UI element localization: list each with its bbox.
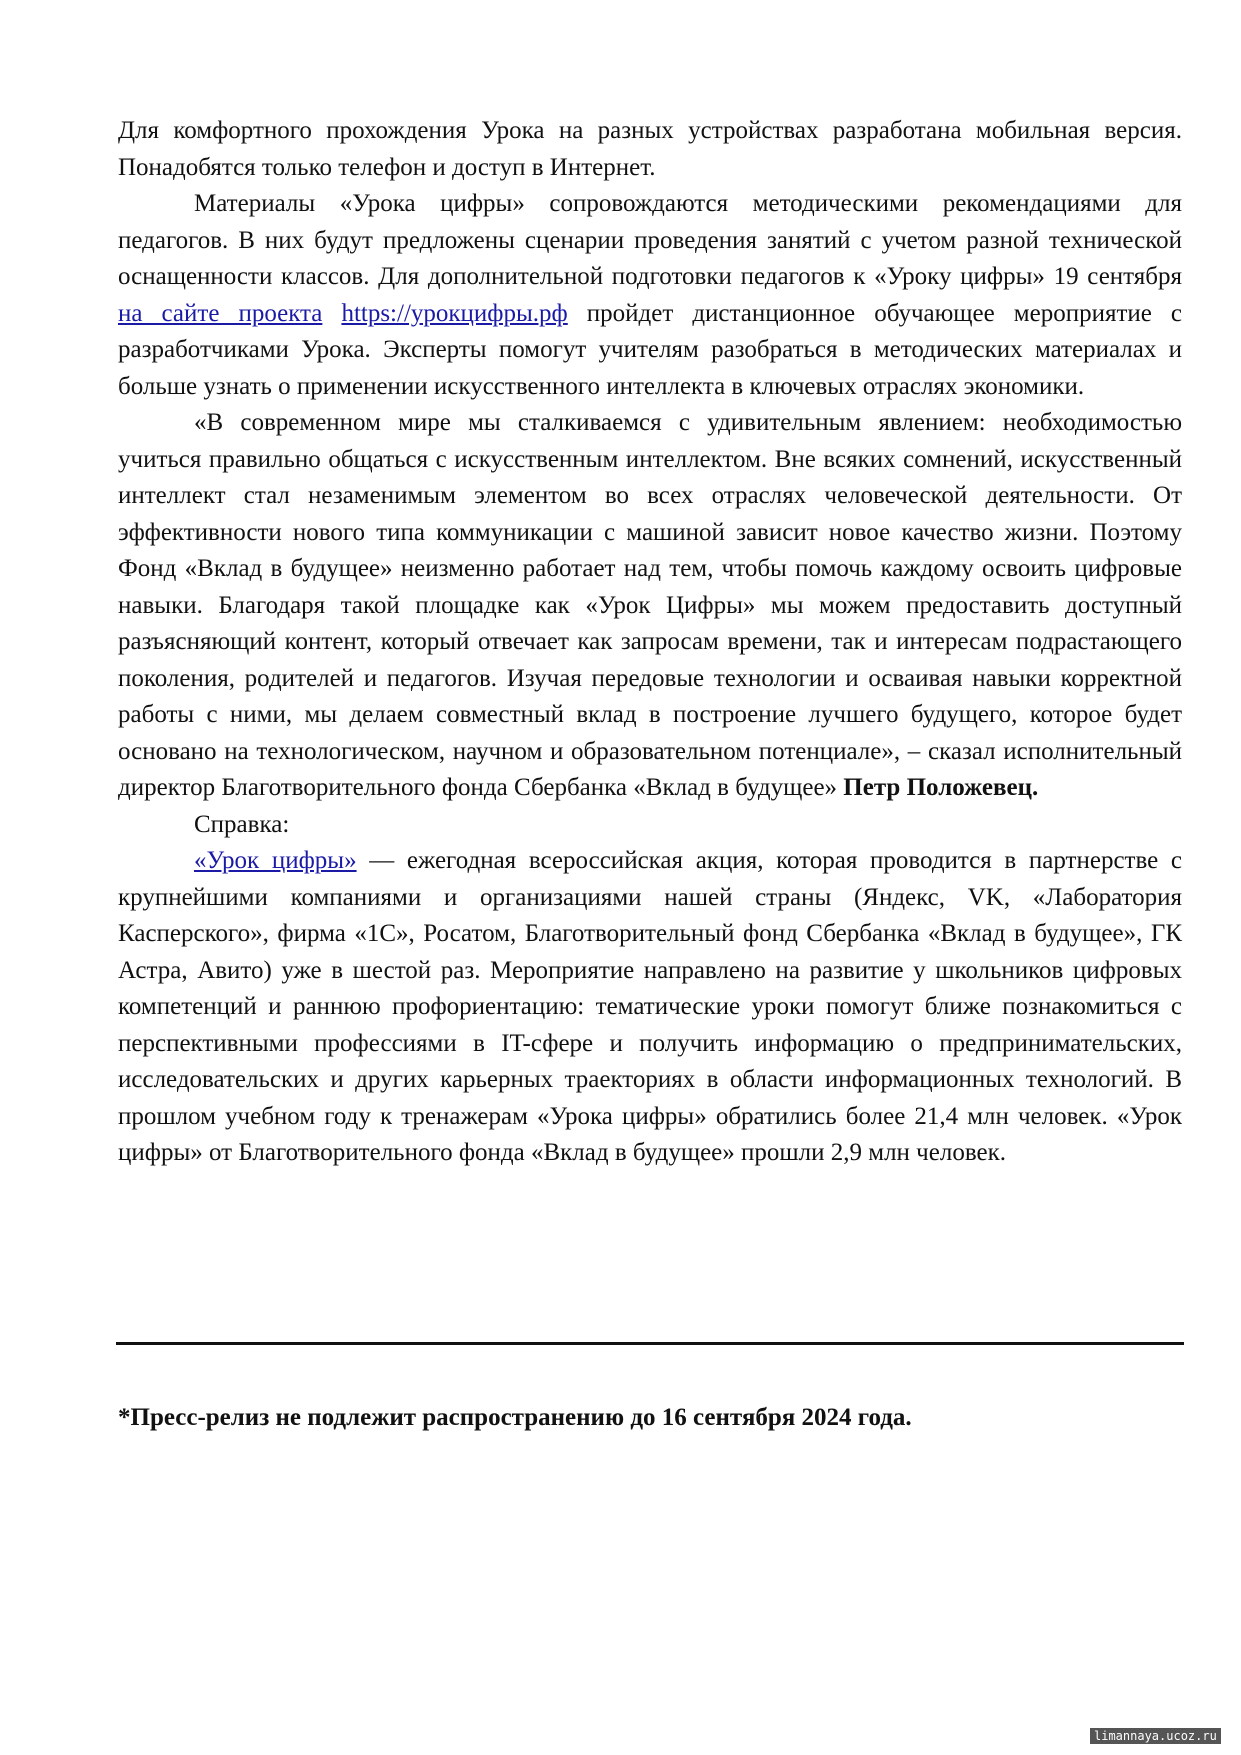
horizontal-divider <box>116 1342 1184 1345</box>
paragraph-reference <box>118 843 1182 1172</box>
paragraph-mobile-version: Для комфортного прохождения Урока на разных устройствах разработана мобильная версия. Понадобятся только телефон и доступ в Интернет. <box>118 117 1182 181</box>
paragraph-reference-label: Справка: <box>194 810 290 838</box>
link-separator <box>322 300 341 327</box>
site-watermark: limannaya.ucoz.ru <box>1090 1728 1221 1744</box>
materials-text-end: пройдет дистанционное обучающее мероприятие с разработчиками Урока. Эксперты помогут учителям разобраться в методических материалах и больше узнать о применении искусственного интеллекта в ключевых отраслях экономики. <box>118 299 1183 400</box>
reference-text: — ежегодная всероссийская акция, которая проводится в партнерстве с крупнейшими компаниями и организациями нашей страны (Яндекс, VK, «Лаборатория Касперского», фирма «1С», Росатом, Благотворительный фонд Сбербанка «Вклад в будущее», ГК Астра, Авито) уже в шестой раз. Мероприятие направлено на развитие у школьников цифровых компетенций и раннюю профориентацию: тематические уроки помогут ближе познакомиться с перспективными профессиями в IT-сфере и получить информацию о предпринимательских, исследовательских и других карьерных траекториях в области информационных технологий. В прошлом учебном году к тренажерам «Урока цифры» обратились более 21,4 млн человек. «Урок цифры» от Благотворительного фонда «Вклад в будущее» прошли 2,9 млн человек. <box>118 847 1182 1166</box>
project-site-link[interactable]: на сайте проекта <box>118 299 323 327</box>
embargo-footnote: *Пресс-релиз не подлежит распространению до 16 сентября 2024 года. <box>118 1404 912 1431</box>
quote-text: «В современном мире мы сталкиваемся с удивительным явлением: необходимостью учиться правильно общаться с искусственным интеллектом. Вне всяких сомнений, искусственный интеллект стал незаменимым элементом во всех отраслях человеческой деятельности. От эффективности нового типа коммуникации с машиной зависит новое качество жизни. Поэтому Фонд «Вклад в будущее» неизменно работает над тем, чтобы помочь каждому освоить цифровые навыки. Благодаря такой площадке как «Урок Цифры» мы можем предоставить доступный разъясняющий контент, который отвечает как запросам времени, так и интересам подрастающего поколения, родителей и педагогов. Изучая передовые технологии и осваивая навыки корректной работы с ними, мы делаем совместный вклад в построение лучшего будущего, которое будет основано на технологическом, научном и образовательном потенциале», – сказал исполнительный директор Благотворительного фонда Сбербанка «Вклад в будущее» <box>118 409 1182 801</box>
paragraph-materials <box>118 186 1182 405</box>
materials-text-start: Материалы «Урока цифры» сопровождаются методическими рекомендациями для педагогов. В них будут предложены сценарии проведения занятий с учетом разной технической оснащенности классов. Для дополнительной подготовки педагогов к «Уроку цифры» 19 сентября <box>118 190 1182 290</box>
document-body <box>118 113 1182 1172</box>
urok-cifry-link[interactable]: «Урок цифры» <box>194 847 357 874</box>
paragraph-quote <box>118 405 1182 807</box>
quote-author: Петр Положевец. <box>843 774 1039 801</box>
project-url-link[interactable]: https://урокцифры.рф <box>341 299 568 327</box>
